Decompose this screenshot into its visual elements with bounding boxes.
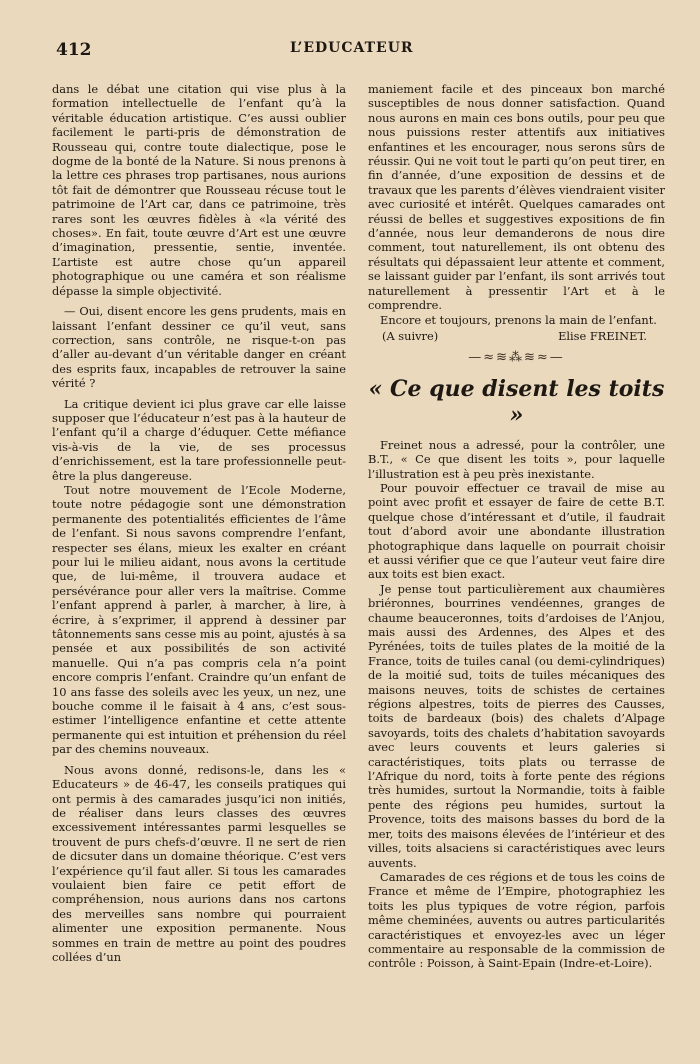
author-signature: Elise FREINET. bbox=[558, 328, 647, 343]
signature-line bbox=[368, 329, 665, 343]
paragraph: La critique devient ici plus grave car elle laisse supposer que l’éducateur n’est pas à la hauteur de l’enfant qu’il a charge d’éduquer. Cette méfiance vis-à-vis de la vie, de ses processus d’enrichissement, est la tare professionnelle peut-être la plus dangereuse. bbox=[52, 396, 346, 483]
journal-title: L’EDUCATEUR bbox=[290, 40, 414, 56]
paragraph: Nous avons donné, redisons-le, dans les « Educateurs » de 46-47, les conseils pratiques qui ont permis à des camarades jusqu’ici non initiés, de réaliser dans leurs classes des œuvres excessivement intéressantes parmi lesquelles se trouvent de purs chefs-d’œuvre. Il ne sert de rien de dicsuter dans un domaine théorique. C’est vers l’expérience qu’il faut aller. Si tous les camarades voulaient bien faire ce petit effort de compréhension, nous aurions dans nos cartons des merveilles sans nombre qui pourraient alimenter une exposition permanente. Nous sommes en train de mettre au point des poudres collées d’un bbox=[52, 762, 346, 964]
to-be-continued: (A suivre) bbox=[382, 328, 439, 343]
paragraph: Encore et toujours, prenons la main de l’enfant. bbox=[380, 312, 657, 327]
paragraph: dans le débat une citation qui vise plus à la formation intellectuelle de l’enfant qu’à la véritable éducation artistique. C’es aussi oublier facilement le parti-pris de démonstration de Rousseau qui, contre toute dialectique, pose le dogme de la bonté de la Nature. Si nous prenons à la lettre ces phrases trop partisanes, nous aurions tôt fait de démontrer que Rousseau récuse tout le patrimoine de l’Art car, dans ce patrimoine, très rares sont les œuvres fidèles à «la vérité des choses». En fait, toute œuvre d’Art est une œuvre d’imagination, pressentie, sentie, inventée. L’artiste est autre chose qu’un appareil photographique ou une caméra et son réalisme dépasse la simple objectivité. bbox=[52, 82, 346, 298]
ornament-divider: —≈≋⁂≋≈— bbox=[468, 350, 565, 366]
paragraph: — Oui, disent encore les gens prudents, mais en laissant l’enfant dessiner ce qu’il veut, sans correction, sans contrôle, ne risque-t-on pas d’aller au-devant d’un véritable danger en créant des esprits faux, incapables de retrouver la saine vérité ? bbox=[52, 304, 346, 391]
paragraph: Tout notre mouvement de l’Ecole Moderne, toute notre pédagogie sont une démonstration permanente des potentialités efficientes de l’âme de l’enfant. Si nous savons comprendre l’enfant, respecter ses élans, mieux les exalter en créant pour lui le milieu aidant, nous avons la certitude que, de lui-même, il trouvera audace et persévérance pour aller vers la maîtrise. Comme l’enfant apprend à parler, à marcher, à lire, à écrire, à s’exprimer, il apprend à dessiner par tâtonnements sans cesse mis au point, ajustés à sa pensée et aux possibilités de son activité manuelle. Qui n’a pas compris cela n’a point encore compris l’enfant. Craindre qu’un enfant de 10 ans fasse des soleils avec les yeux, un nez, une bouche comme il le faisait à 4 ans, c’est sous-estimer l’intelligence enfantine et cette attente permanente qui est intuition et préhension du réel par des chemins nouveaux. bbox=[52, 482, 346, 757]
article-title: « Ce que disent les toits » bbox=[368, 375, 665, 428]
left-column bbox=[52, 82, 346, 964]
page-number: 412 bbox=[56, 40, 92, 60]
paragraph: Pour pouvoir effectuer ce travail de mise au point avec profit et essayer de faire de cette B.T. quelque chose d’intéressant et d’utile, il faudrait tout d’abord avoir une abondante illustration photographique dans laquelle on pourrait choisir et aussi vérifier que ce que l’auteur veut faire dire aux toits est bien exact. bbox=[368, 480, 665, 582]
right-column bbox=[368, 82, 665, 971]
paragraph: Camarades de ces régions et de tous les coins de France et même de l’Empire, photographiez les toits les plus typiques de votre région, parfois même cheminées, auvents ou autres particularités caractéristiques et envoyez-les avec un léger commentaire au responsable de la commission de contrôle : Poisson, à Saint-Epain (Indre-et-Loire). bbox=[368, 869, 665, 971]
paragraph: Freinet nous a adressé, pour la contrôler, une B.T., « Ce que disent les toits », pour laquelle l’illustration est à peu près inexistante. bbox=[368, 437, 665, 481]
paragraph: Je pense tout particulièrement aux chaumières briéronnes, bourrines vendéennes, granges de chaume beauceronnes, toits d’ardoises de l’Anjou, mais aussi des Ardennes, des Alpes et des Pyrénées, toits de tuiles plates de la moitié de la France, toits de tuiles canal (ou demi-cylindriques) de la moitié sud, toits de tuiles mécaniques des maisons neuves, toits de schistes de certaines régions alpestres, toits de pierres des Causses, toits de bardeaux (bois) des chalets d’Alpage savoyards, toits des chalets d’habitation savoyards avec leurs couvents et leurs galeries si caractéristiques, toits plats ou terrasse de l’Afrique du nord, toits à forte pente des régions très humides, surtout la Normandie, toits à faible pente des régions peu humides, surtout la Provence, toits des maisons basses du bord de la mer, toits des maisons élevées de l’intérieur et des villes, toits alsaciens si caractéristiques avec leurs auvents. bbox=[368, 581, 665, 870]
paragraph: maniement facile et des pinceaux bon marché susceptibles de nous donner satisfaction. Quand nous aurons en main ces bons outils, pour peu que nous puissions rester attentifs aux initiatives enfantines et les encourager, nous serons sûrs de réussir. Qui ne voit tout le parti qu’on peut tirer, en fin d’année, d’une exposition de dessins et de travaux que les parents d’élèves viendraient visiter avec curiosité et intérêt. Quelques camarades ont réussi de belles et suggestives expositions de fin d’année, nous leur demanderons de nous dire comment, tout naturellement, ils ont obtenu des résultats qui dépassaient leur attente et comment, se laissant guider par l’enfant, ils sont arrivés tout naturellement à pressentir l’Art et à le comprendre. bbox=[368, 82, 665, 313]
